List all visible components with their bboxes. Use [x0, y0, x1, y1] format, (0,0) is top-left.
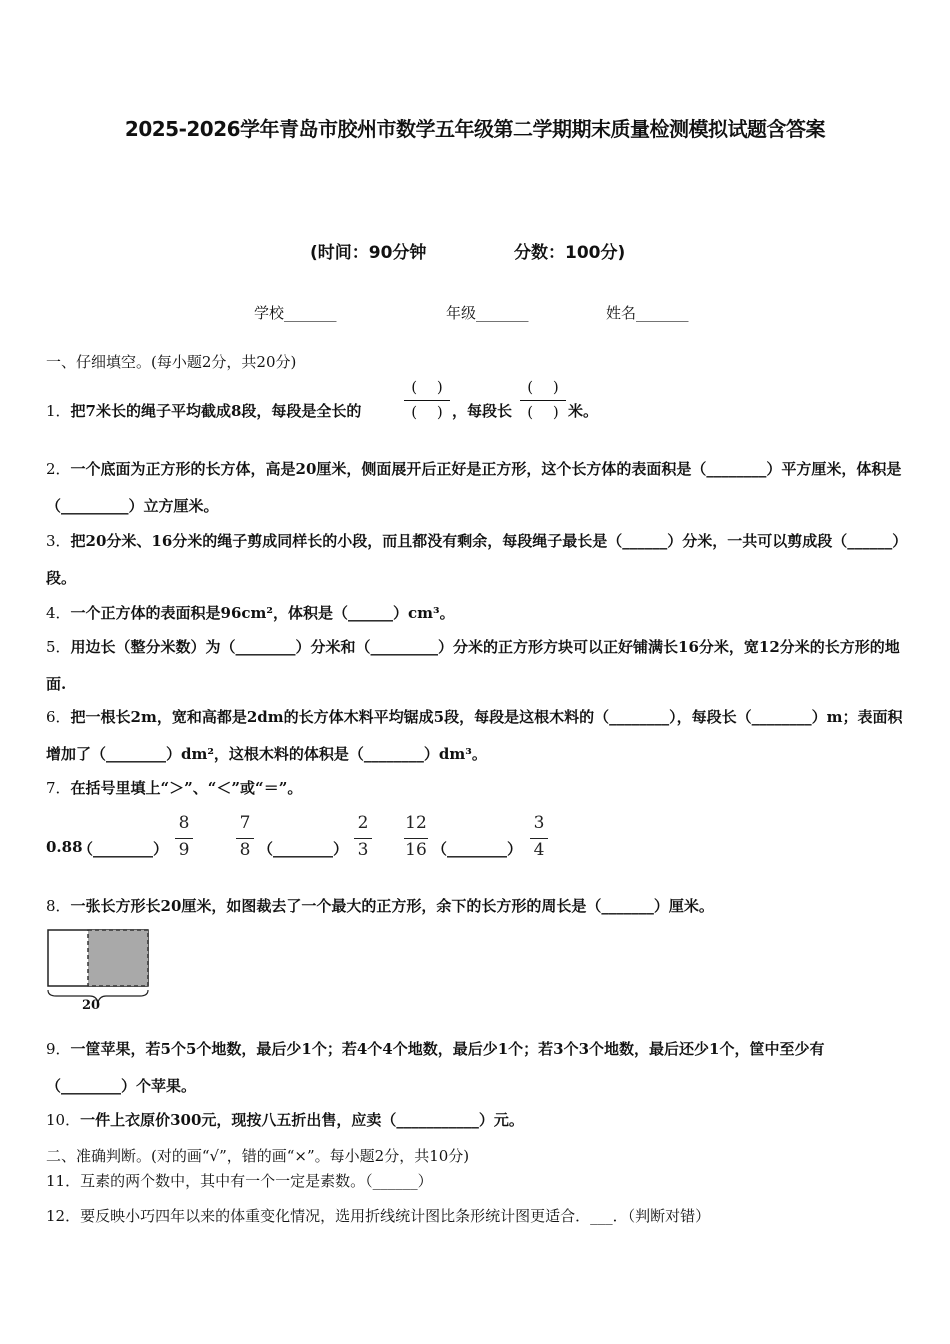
q8-figure	[46, 928, 152, 1016]
section2-heading: 二、准确判断。(对的画“√”，错的画“×”。每小题2分，共10分)	[46, 1147, 470, 1165]
q7-value-088: 0.88	[46, 838, 83, 856]
question-5: 5．用边长（整分米数）为（________）分米和（_________）分米的正方形方块可以正好铺满长16分米，宽12分米的长方形的地面.	[46, 638, 900, 693]
question-9: 9．一筐苹果，若5个5个地数，最后少1个；若4个4个地数，最后少1个；若3个3个地数，最后还少1个，筐中至少有（________）个苹果。	[46, 1040, 825, 1095]
page-title: 2025-2026学年青岛市胶州市数学五年级第二学期期末质量检测模拟试题含答案	[124, 117, 826, 141]
question-6: 6．把一根长2m，宽和高都是2dm的长方体木料平均锯成5段，每段是这根木料的（________），每段长（________）m；表面积增加了（________）dm²，这根木料的体积是（________）dm³。	[46, 708, 903, 763]
exam-time: (时间：90分钟	[310, 243, 427, 263]
q7-fraction-12-16: 12 16	[405, 813, 427, 860]
name-field: 姓名_______	[606, 304, 689, 322]
q7-fraction-3-4: 3 4	[530, 813, 548, 863]
question-10: 10．一件上衣原价300元，现按八五折出售，应卖（___________）元。	[46, 1111, 524, 1129]
q8-figure-label: 20	[82, 998, 101, 1013]
question-11: 11．互素的两个数中，其中有一个一定是素数。（______）	[46, 1172, 433, 1190]
question-1: 1．把7米长的绳子平均截成8段，每段是全长的	[46, 402, 362, 420]
q1-part2: ，每段长	[452, 402, 513, 420]
question-2: 2．一个底面为正方形的长方体，高是20厘米，侧面展开后正好是正方形，这个长方体的表面积是（________）平方厘米，体积是（_________）立方厘米。	[46, 460, 902, 515]
question-12: 12．要反映小巧四年以来的体重变化情况，选用折线统计图比条形统计图更适合．___．（判断对错）	[46, 1207, 711, 1225]
section1-heading: 一、仔细填空。(每小题2分，共20分)	[46, 353, 297, 371]
school-field: 学校_______	[254, 304, 337, 322]
cut-square	[88, 930, 148, 986]
q7-blank-1: （________）	[78, 840, 169, 858]
exam-score: 分数：100分)	[514, 243, 626, 263]
question-7: 7．在括号里填上“＞”、“＜”或“＝”。	[46, 779, 303, 797]
q1-fraction-1: ( ) ( )	[404, 376, 450, 426]
q7-fraction-7-8: 7 8	[236, 813, 254, 863]
q1-part3: 米。	[568, 402, 599, 420]
q7-blank-3: （________）	[432, 840, 523, 858]
question-3: 3．把20分米、16分米的绳子剪成同样长的小段，而且都没有剩余，每段绳子最长是（______）分米，一共可以剪成段（______）段。	[46, 532, 900, 587]
question-4: 4．一个正方体的表面积是96cm²，体积是（______）cm³。	[46, 604, 455, 622]
grade-field: 年级_______	[446, 304, 529, 322]
question-8: 8．一张长方形长20厘米，如图裁去了一个最大的正方形，余下的长方形的周长是（_______）厘米。	[46, 897, 714, 915]
q7-fraction-8-9: 8 9	[175, 813, 193, 863]
q7-blank-2: （________）	[258, 840, 349, 858]
q7-fraction-2-3: 2 3	[354, 813, 372, 863]
q1-fraction-2: ( ) ( )	[520, 376, 566, 426]
